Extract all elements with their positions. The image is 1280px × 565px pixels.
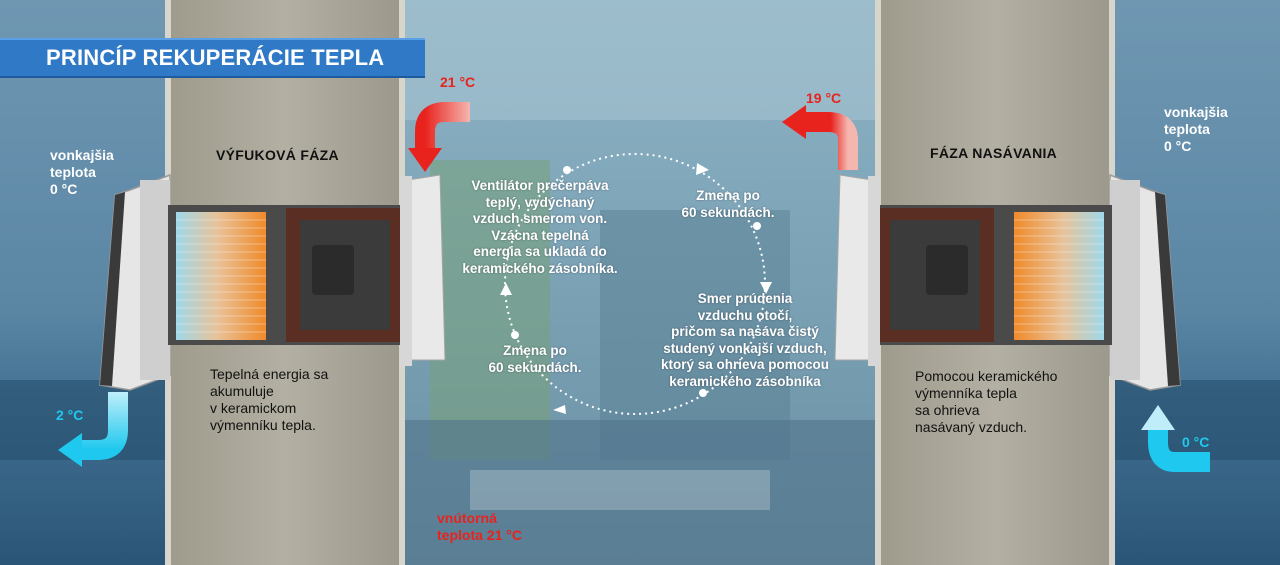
cycle-intake-line-2: vzduchu otočí, xyxy=(697,307,793,323)
right-desc-line-1: Pomocou keramického xyxy=(915,368,1058,384)
right-outside-line-1: vonkajšia xyxy=(1164,104,1228,120)
cycle-exhaust-line-4: Vzácna tepelná xyxy=(491,227,589,243)
right-description xyxy=(915,368,1057,436)
cycle-intake-line-5: ktorý sa ohrieva pomocou xyxy=(660,357,830,372)
left-outside-temp-label xyxy=(50,147,114,198)
exhaust-phase-heading: VÝFUKOVÁ FÁZA xyxy=(216,147,339,163)
left-outside-line-2: teplota xyxy=(50,164,96,180)
switch-top-line-2: 60 sekundách. xyxy=(681,204,775,220)
switch-top-line-1: Zmena po xyxy=(696,188,760,203)
cycle-switch-top xyxy=(668,188,788,221)
left-outside-line-3: 0 °C xyxy=(50,181,78,197)
right-desc-line-2: výmenníka tepla xyxy=(915,385,1017,401)
right-desc-line-3: sa ohrieva xyxy=(915,402,980,418)
cycle-intake-line-1: Smer prúdenia xyxy=(697,291,793,306)
cycle-exhaust-line-6: keramického zásobníka. xyxy=(462,260,618,276)
right-outside-line-3: 0 °C xyxy=(1164,138,1192,154)
cycle-exhaust-line-3: vzduch smerom von. xyxy=(472,211,608,226)
page-title: PRINCÍP REKUPERÁCIE TEPLA xyxy=(46,45,385,70)
inside-temp-line-1: vnútorná xyxy=(437,510,497,526)
left-desc-line-1: Tepelná energia sa xyxy=(210,366,329,382)
cycle-exhaust-line-5: energia sa ukladá do xyxy=(473,244,607,259)
cycle-exhaust-line-2: teplý, vydýchaný xyxy=(485,194,595,210)
left-desc-line-3: v keramickom xyxy=(210,400,297,416)
switch-bottom-line-2: 60 sekundách. xyxy=(488,359,582,375)
right-desc-line-4: nasávaný vzduch. xyxy=(915,419,1028,435)
left-desc-line-4: výmenníku tepla. xyxy=(210,417,316,433)
left-exhaust-temp: 2 °C xyxy=(56,407,84,423)
inside-temp-label xyxy=(437,510,522,544)
right-outside-temp-label xyxy=(1164,104,1228,155)
inside-temp-line-2: teplota 21 °C xyxy=(437,527,522,543)
intake-phase-heading: FÁZA NASÁVANIA xyxy=(930,145,1058,161)
cycle-intake-line-3: pričom sa nasáva čistý xyxy=(671,324,819,339)
right-supply-temp: 19 °C xyxy=(806,90,842,106)
right-intake-temp: 0 °C xyxy=(1182,434,1210,450)
left-indoor-air-temp: 21 °C xyxy=(440,74,476,90)
cycle-intake-line-4: studený vonkajší vzduch, xyxy=(663,340,827,356)
left-desc-line-2: akumuluje xyxy=(210,383,274,399)
switch-bottom-line-1: Zmena po xyxy=(503,343,567,358)
cycle-exhaust-text xyxy=(450,178,630,277)
title-banner xyxy=(0,38,425,78)
cycle-intake-line-6: keramického zásobníka xyxy=(669,373,821,389)
left-outside-line-1: vonkajšia xyxy=(50,147,114,163)
cycle-switch-bottom xyxy=(470,343,600,376)
left-description xyxy=(210,366,328,434)
cycle-intake-text xyxy=(640,291,850,390)
right-outside-line-2: teplota xyxy=(1164,121,1210,137)
cycle-exhaust-line-1: Ventilátor prečerpáva xyxy=(471,178,609,193)
